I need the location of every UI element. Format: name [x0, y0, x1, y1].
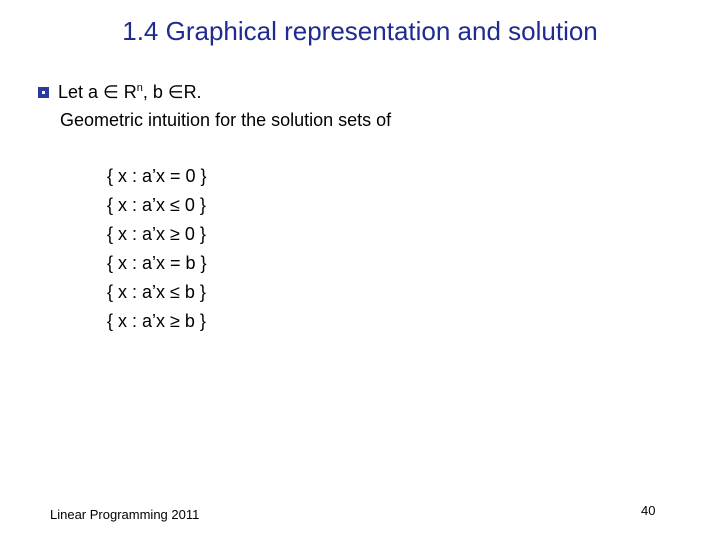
element-of-symbol: ∈	[103, 82, 119, 102]
bullet-text-part1: Let a	[58, 82, 104, 102]
footer-text: Linear Programming 2011	[50, 507, 200, 522]
set-item: { x : a’x ≤ 0 }	[107, 195, 206, 215]
slide-title: 1.4 Graphical representation and solution	[122, 16, 598, 46]
intro-text: Geometric intuition for the solution sets of	[60, 110, 392, 130]
superscript-n: n	[136, 82, 143, 94]
element-of-symbol-2: ∈	[167, 82, 184, 102]
page-number: 40	[641, 503, 656, 518]
set-item: { x : a’x = b }	[107, 253, 207, 273]
bullet-text-part3: , b	[142, 82, 168, 102]
bullet-text-part2: R	[118, 82, 137, 102]
set-item: { x : a’x ≤ b }	[107, 282, 206, 302]
bullet-item	[38, 82, 202, 103]
square-bullet-icon	[38, 87, 49, 98]
set-item: { x : a’x ≥ b }	[107, 311, 206, 331]
set-item: { x : a’x ≥ 0 }	[107, 224, 206, 244]
set-item: { x : a’x = 0 }	[107, 166, 207, 186]
solution-set-list	[107, 166, 207, 340]
bullet-text-part4: R.	[183, 82, 202, 102]
